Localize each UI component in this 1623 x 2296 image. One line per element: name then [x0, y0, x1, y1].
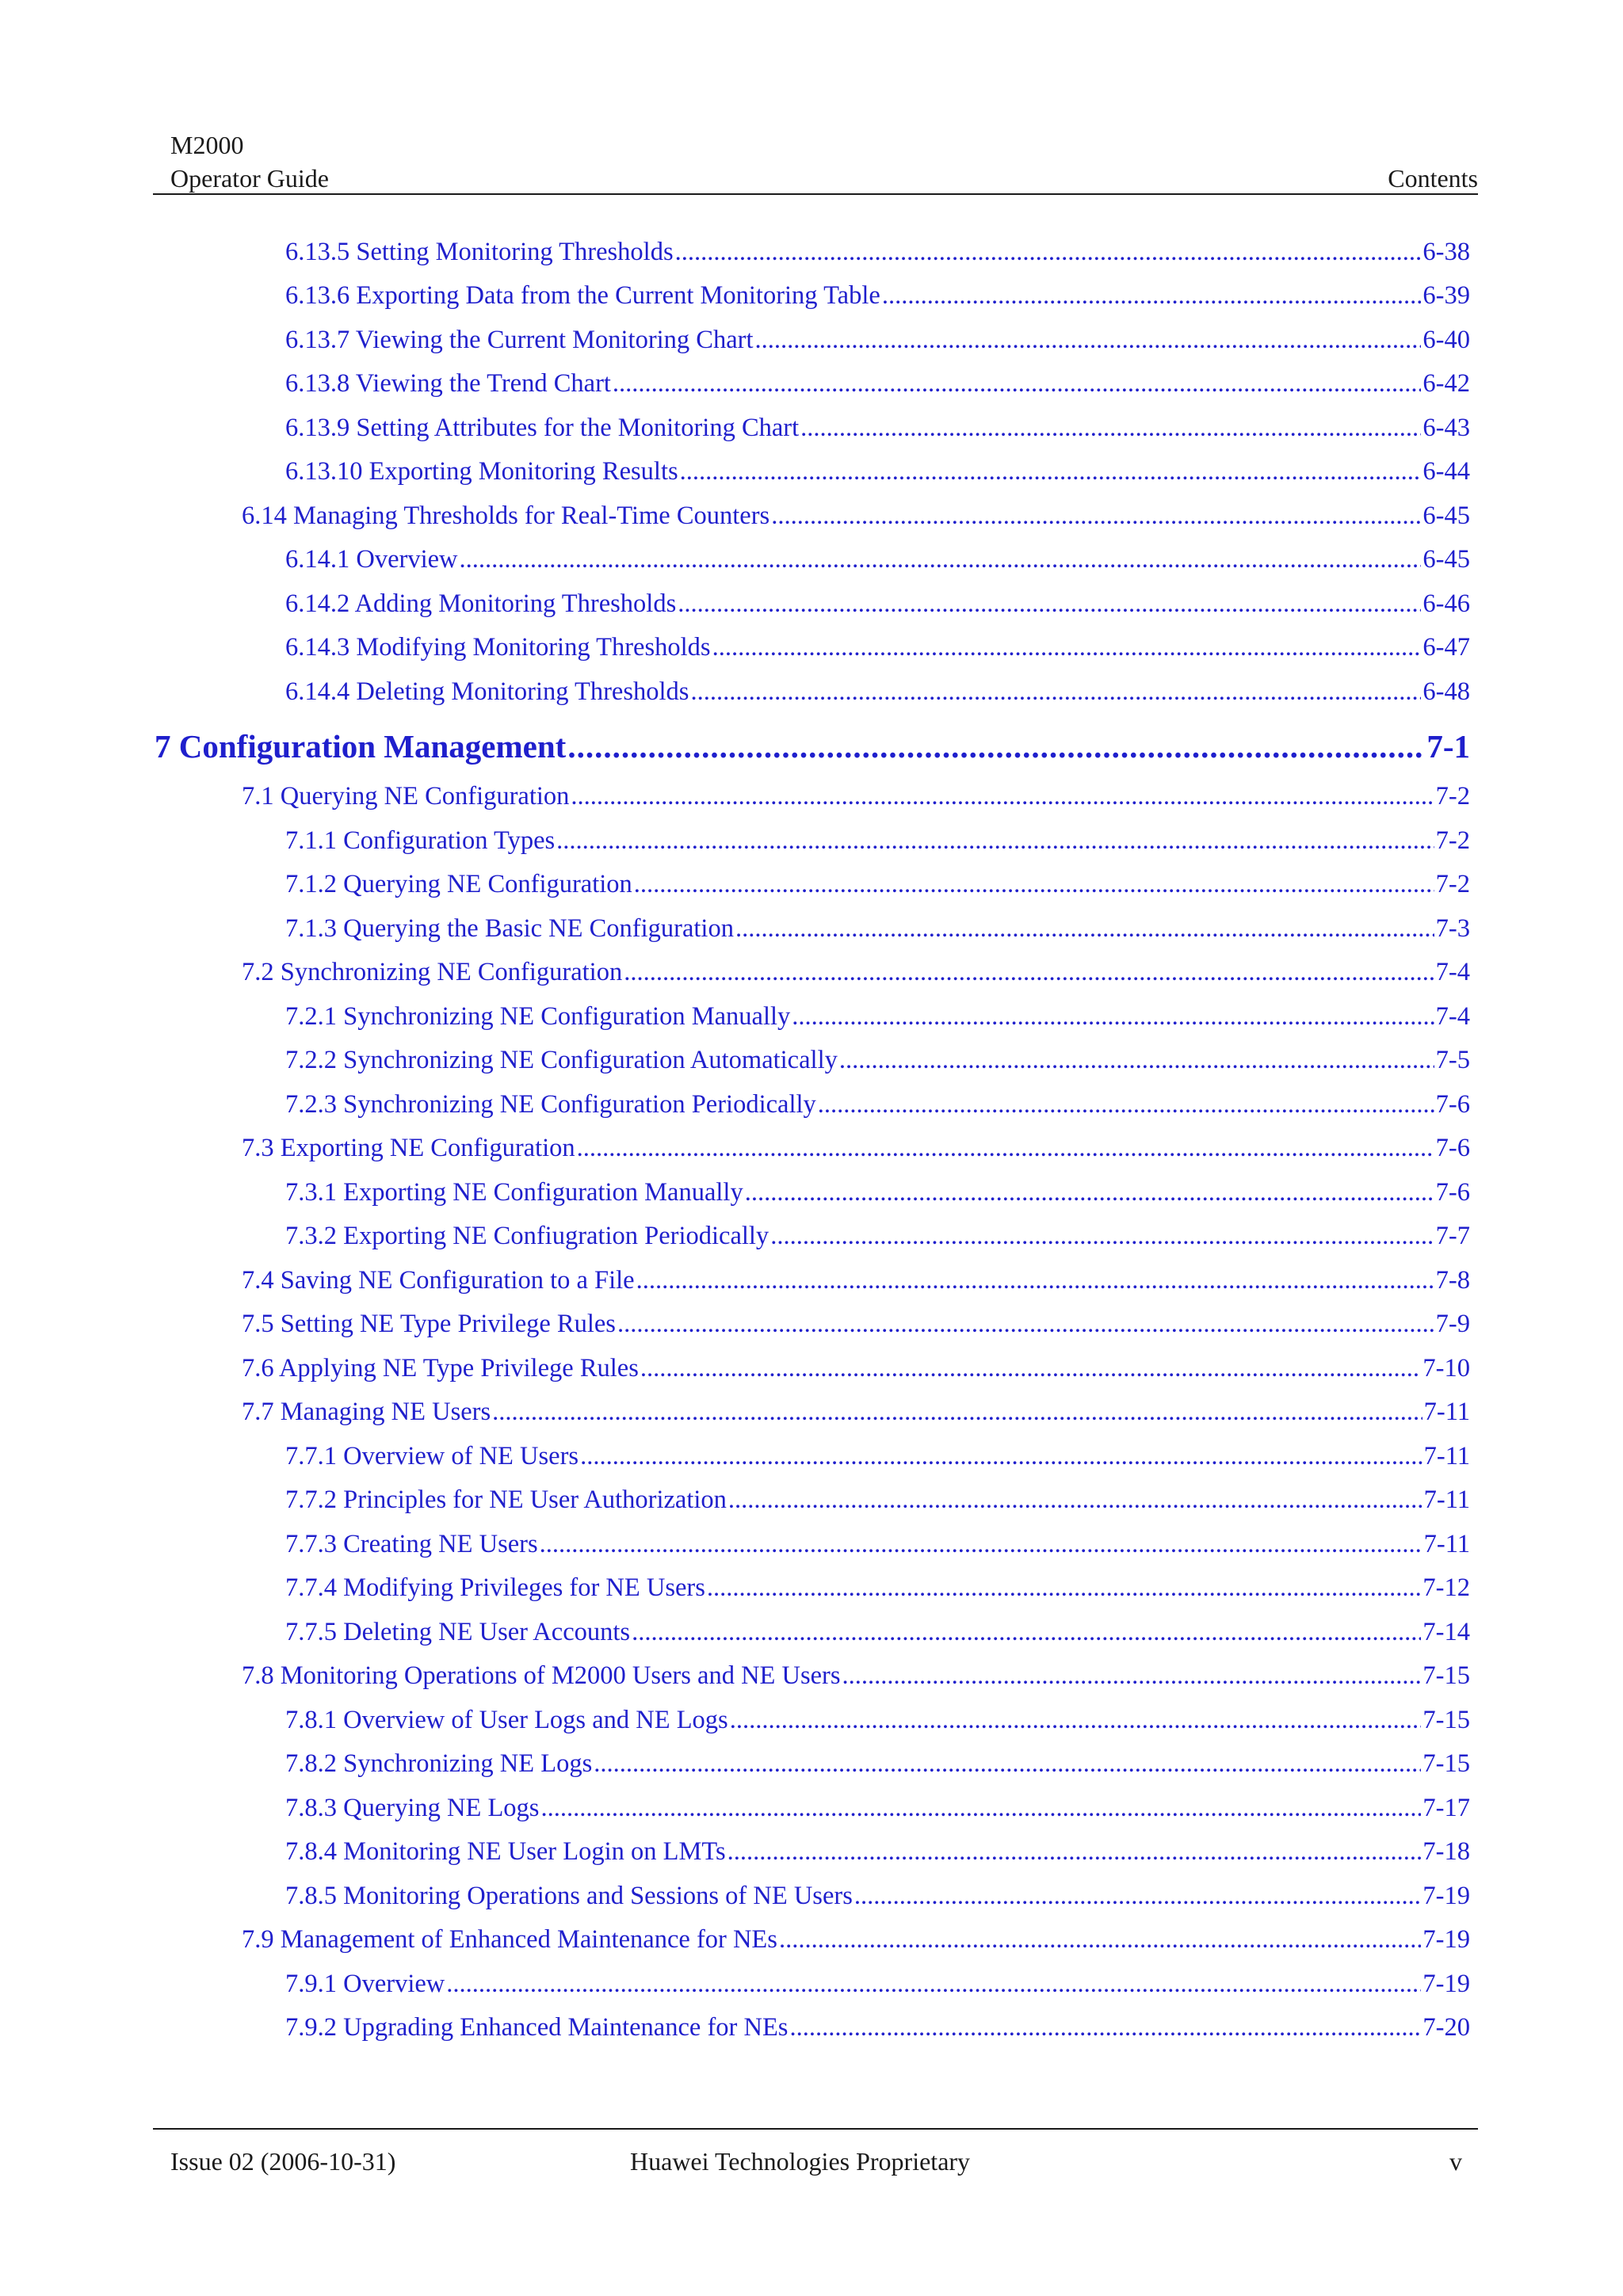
toc-entry-7-6[interactable]: 7.6 Applying NE Type Privilege Rules ..... 7-10 [242, 1351, 1470, 1386]
toc-chapter-7[interactable]: 7 Configuration Management ..... 7-1 [155, 725, 1470, 768]
toc-entry-6-13-5[interactable]: 6.13.5 Setting Monitoring Thresholds ..... 6-38 [285, 235, 1470, 269]
toc-entry-7-9-2[interactable]: 7.9.2 Upgrading Enhanced Maintenance for NEs ..... 7-20 [285, 2010, 1470, 2045]
toc-entry-7-7[interactable]: 7.7 Managing NE Users ..... 7-11 [242, 1394, 1470, 1429]
toc-entry-7-1-1[interactable]: 7.1.1 Configuration Types ..... 7-2 [285, 823, 1470, 858]
toc-entry-7-8[interactable]: 7.8 Monitoring Operations of M2000 Users and NE Users ..... 7-15 [242, 1658, 1470, 1693]
issue-date: Issue 02 (2006-10-31) [170, 2147, 396, 2176]
header-divider [153, 193, 1478, 195]
toc-entry-7-2[interactable]: 7.2 Synchronizing NE Configuration ..... 7-4 [242, 955, 1470, 990]
proprietary-notice: Huawei Technologies Proprietary [630, 2147, 971, 2176]
toc-entry-7-8-4[interactable]: 7.8.4 Monitoring NE User Login on LMTs ..... 7-18 [285, 1834, 1470, 1869]
toc-entry-6-13-10[interactable]: 6.13.10 Exporting Monitoring Results ..... 6-44 [285, 454, 1470, 489]
toc-entry-7-8-2[interactable]: 7.8.2 Synchronizing NE Logs ..... 7-15 [285, 1746, 1470, 1781]
toc-entry-7-7-3[interactable]: 7.7.3 Creating NE Users ..... 7-11 [285, 1527, 1470, 1562]
toc-entry-6-13-7[interactable]: 6.13.7 Viewing the Current Monitoring Chart ..... 6-40 [285, 322, 1470, 357]
toc-entry-7-7-2[interactable]: 7.7.2 Principles for NE User Authorization ..... 7-11 [285, 1482, 1470, 1517]
toc-entry-7-8-5[interactable]: 7.8.5 Monitoring Operations and Sessions of NE Users ..... 7-19 [285, 1878, 1470, 1913]
toc-entry-7-1[interactable]: 7.1 Querying NE Configuration ..... 7-2 [242, 779, 1470, 814]
page-footer [170, 2144, 1462, 2179]
toc-entry-7-1-2[interactable]: 7.1.2 Querying NE Configuration ..... 7-2 [285, 867, 1470, 902]
page-number: v [1449, 2147, 1462, 2176]
toc-entry-6-13-8[interactable]: 6.13.8 Viewing the Trend Chart ..... 6-42 [285, 366, 1470, 401]
toc-entry-7-3-2[interactable]: 7.3.2 Exporting NE Confiugration Periodically ..... 7-7 [285, 1219, 1470, 1253]
toc-entry-6-14-1[interactable]: 6.14.1 Overview ..... 6-45 [285, 542, 1470, 577]
toc-entry-6-14[interactable]: 6.14 Managing Thresholds for Real-Time Counters ..... 6-45 [242, 498, 1470, 533]
toc-entry-7-7-5[interactable]: 7.7.5 Deleting NE User Accounts ..... 7-14 [285, 1615, 1470, 1650]
toc-entry-7-7-4[interactable]: 7.7.4 Modifying Privileges for NE Users ..... 7-12 [285, 1570, 1470, 1605]
toc-entry-6-14-4[interactable]: 6.14.4 Deleting Monitoring Thresholds ..... 6-48 [285, 674, 1470, 709]
toc-entry-7-5[interactable]: 7.5 Setting NE Type Privilege Rules ..... 7-9 [242, 1306, 1470, 1341]
toc-entry-6-14-3[interactable]: 6.14.3 Modifying Monitoring Thresholds ..... 6-47 [285, 630, 1470, 665]
page-header [170, 128, 1478, 193]
toc-entry-7-4[interactable]: 7.4 Saving NE Configuration to a File ..... 7-8 [242, 1263, 1470, 1298]
toc-entry-7-9[interactable]: 7.9 Management of Enhanced Maintenance for NEs ..... 7-19 [242, 1922, 1470, 1957]
toc-entry-7-8-1[interactable]: 7.8.1 Overview of User Logs and NE Logs ..... 7-15 [285, 1703, 1470, 1737]
toc-entry-7-2-1[interactable]: 7.2.1 Synchronizing NE Configuration Manually ..... 7-4 [285, 999, 1470, 1034]
toc-entry-6-13-6[interactable]: 6.13.6 Exporting Data from the Current Monitoring Table ..... 6-39 [285, 278, 1470, 313]
toc-entry-7-2-3[interactable]: 7.2.3 Synchronizing NE Configuration Periodically ..... 7-6 [285, 1087, 1470, 1122]
guide-title: Operator Guide [170, 164, 329, 193]
toc-entry-7-8-3[interactable]: 7.8.3 Querying NE Logs ..... 7-17 [285, 1791, 1470, 1825]
toc-entry-7-9-1[interactable]: 7.9.1 Overview ..... 7-19 [285, 1966, 1470, 2001]
toc-entry-7-1-3[interactable]: 7.1.3 Querying the Basic NE Configuration ..... 7-3 [285, 911, 1470, 946]
footer-divider [153, 2128, 1478, 2130]
toc-entry-7-7-1[interactable]: 7.7.1 Overview of NE Users ..... 7-11 [285, 1439, 1470, 1474]
toc-entry-6-13-9[interactable]: 6.13.9 Setting Attributes for the Monitoring Chart ..... 6-43 [285, 410, 1470, 445]
toc-entry-7-3-1[interactable]: 7.3.1 Exporting NE Configuration Manually ..... 7-6 [285, 1175, 1470, 1210]
toc-entry-7-3[interactable]: 7.3 Exporting NE Configuration ..... 7-6 [242, 1131, 1470, 1165]
toc-entry-7-2-2[interactable]: 7.2.2 Synchronizing NE Configuration Automatically ..... 7-5 [285, 1043, 1470, 1077]
toc-entry-6-14-2[interactable]: 6.14.2 Adding Monitoring Thresholds ..... 6-46 [285, 586, 1470, 621]
section-title: Contents [1388, 164, 1478, 193]
product-name: M2000 [170, 131, 244, 159]
